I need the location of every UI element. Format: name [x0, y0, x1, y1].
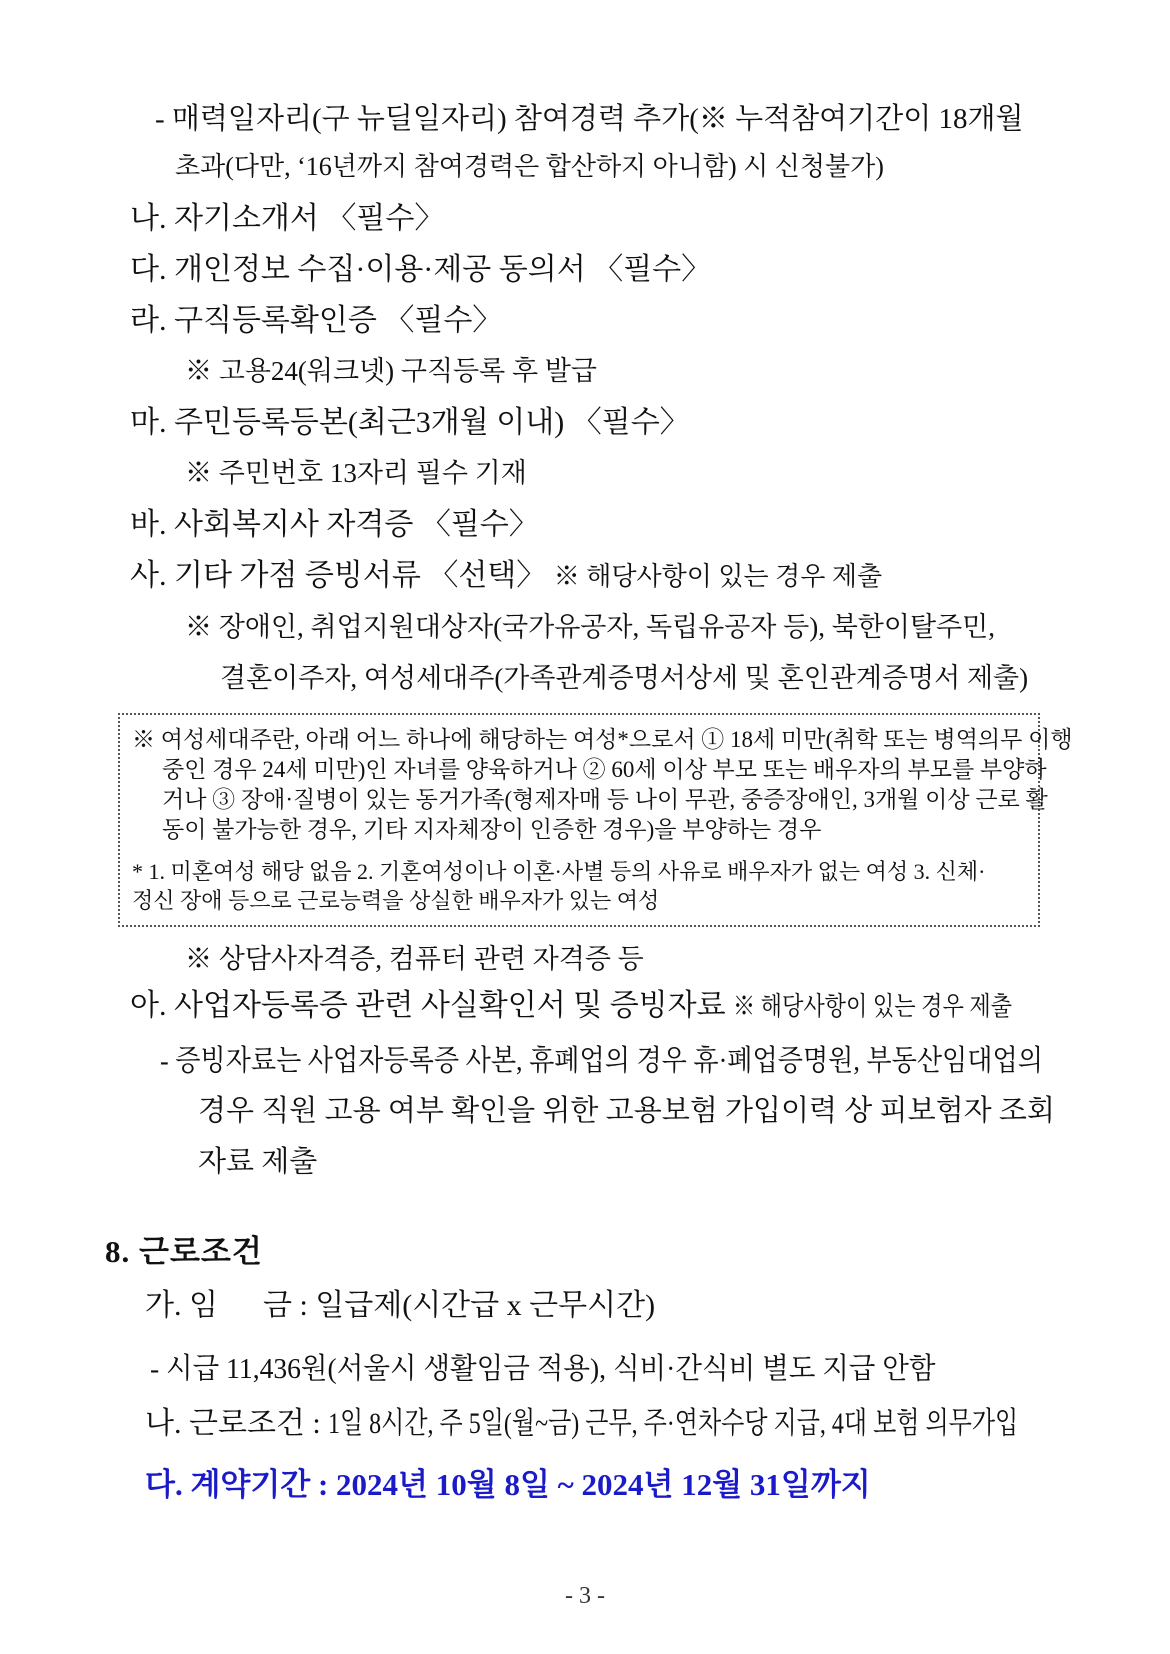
item-wage: 가. 임 금 : 일급제(시간급 x 근무시간) [145, 1289, 656, 1322]
item-social-worker-cert: 바. 사회복지사 자격증 〈필수〉 [130, 508, 539, 541]
infobox-line4: 동이 불가능한 경우, 기타 지자체장이 인증한 경우)을 부양하는 경우 [162, 817, 822, 842]
note-counselor-cert: ※ 상담사자격증, 컴퓨터 관련 자격증 등 [185, 944, 644, 974]
infobox-line2: 중인 경우 24세 미만)인 자녀를 양육하거나 ② 60세 이상 부모 또는 배우자의 부모를 부양하 [162, 757, 1047, 782]
item-extra-point-docs [130, 559, 1062, 594]
proof-dash-line3: 자료 제출 [198, 1146, 318, 1178]
infobox-line3: 거나 ③ 장애·질병이 있는 동거가족(형제자매 등 나이 무관, 중증장애인, 3개월 이상 근로 활 [162, 787, 1048, 812]
item-working-conditions [145, 1406, 1062, 1442]
item-business-registration-main: 아. 사업자등록증 관련 사실확인서 및 증빙자료 [130, 989, 734, 1022]
wage-dash-text: - 시급 11,436원(서울시 생활임금 적용), 식비·간식비 별도 지급 안함 [150, 1353, 936, 1385]
female-householder-infobox [118, 713, 1073, 927]
infobox-spacer [132, 845, 1024, 857]
item-working-conditions-label: 나. 근로조건 : [145, 1407, 329, 1440]
item-extra-point-docs-note: ※ 해당사항이 있는 경우 제출 [553, 562, 883, 591]
item-privacy-consent: 다. 개인정보 수집·이용·제공 동의서 〈필수〉 [130, 253, 712, 286]
item-self-introduction: 나. 자기소개서 〈필수〉 [130, 202, 445, 235]
infobox-line1: ※ 여성세대주란, 아래 어느 하나에 해당하는 여성*으로서 ① 18세 미만(취학 또는 병역의무 이행 [132, 727, 1073, 752]
proof-dash-line2: 경우 직원 고용 여부 확인을 위한 고용보험 가입이력 상 피보험자 조회 [198, 1095, 1055, 1127]
item-business-registration-note: ※ 해당사항이 있는 경우 제출 [733, 992, 1013, 1021]
page-number: - 3 - [565, 1583, 605, 1609]
note-job-registration: ※ 고용24(워크넷) 구직등록 후 발급 [185, 356, 597, 386]
item-business-registration [130, 989, 1062, 1024]
newdeal-dash-line1: - 매력일자리(구 뉴딜일자리) 참여경력 추가(※ 누적참여기간이 18개월 [155, 103, 1024, 135]
infobox-footnote1: * 1. 미혼여성 해당 없음 2. 기혼여성이나 이혼·사별 등의 사유로 배우자가 없는 여성 3. 신체· [132, 859, 986, 884]
section-8-title: 8. 근로조건 [105, 1234, 263, 1269]
item-contract-period: 다. 계약기간 : 2024년 10월 8일 ~ 2024년 12월 31일까지 [145, 1467, 871, 1502]
item-working-conditions-value: 1일 8시간, 주 5일(월~금) 근무, 주·연차수당 지급, 4대 보험 의무가입 [328, 1407, 1019, 1440]
wage-dash [150, 1352, 1062, 1386]
item-resident-register: 마. 주민등록등본(최근3개월 이내) 〈필수〉 [130, 406, 690, 439]
proof-dash-line1-text: - 증빙자료는 사업자등록증 사본, 휴폐업의 경우 휴·폐업증명원, 부동산임대업의 [160, 1045, 1043, 1077]
newdeal-dash-line2: 초과(다만, ‘16년까지 참여경력은 합산하지 아니함) 시 신청불가) [175, 152, 884, 181]
note-extra-point-line2: 결혼이주자, 여성세대주(가족관계증명서상세 및 혼인관계증명서 제출) [220, 663, 1029, 693]
note-extra-point-line1: ※ 장애인, 취업지원대상자(국가유공자, 독립유공자 등), 북한이탈주민, [185, 612, 995, 642]
note-resident-register: ※ 주민번호 13자리 필수 기재 [185, 458, 527, 488]
proof-dash-line1 [160, 1044, 1062, 1078]
infobox-footnote2: 정신 장애 등으로 근로능력을 상실한 배우자가 있는 여성 [132, 888, 660, 913]
item-extra-point-docs-main: 사. 기타 가점 증빙서류 〈선택〉 [130, 559, 554, 592]
item-job-registration: 라. 구직등록확인증 〈필수〉 [130, 304, 503, 337]
